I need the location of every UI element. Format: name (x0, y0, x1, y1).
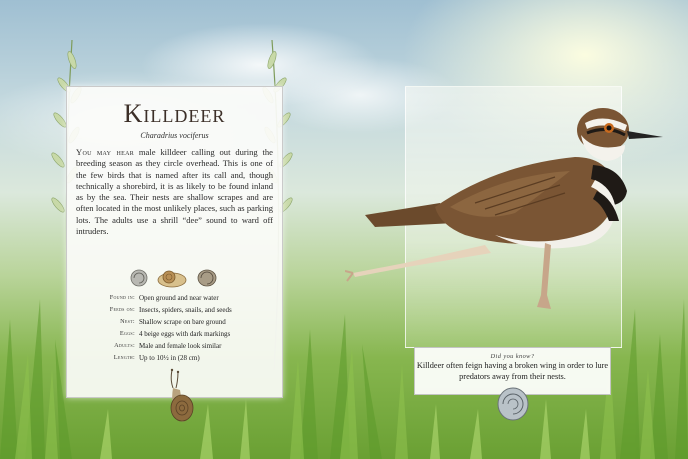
fact-row (75, 292, 280, 304)
fact-label: Eggs: (119, 330, 135, 337)
scientific-name: Charadrius vociferus (140, 131, 209, 140)
info-panel (66, 86, 283, 398)
fact-label: Length: (113, 354, 135, 361)
fact-list (75, 292, 280, 364)
killdeer-bird-illustration (345, 95, 680, 320)
intro-paragraph (76, 147, 273, 237)
fact-value: Insects, spiders, snails, and seeds (139, 306, 232, 314)
fact-row (75, 340, 280, 352)
fact-row (75, 316, 280, 328)
fact-row (75, 304, 280, 316)
fact-value: Up to 10½ in (28 cm) (139, 354, 200, 362)
did-you-know-text: Killdeer often feign having a broken wing in order to lure predators away from their nests. (416, 361, 609, 381)
fact-label: Adults: (114, 342, 135, 349)
fact-label: Nest: (120, 318, 135, 325)
shell-icon (131, 270, 147, 286)
page-title: Killdeer (123, 99, 226, 128)
shell-icon (496, 386, 530, 422)
fact-value: Male and female look similar (139, 342, 222, 350)
fact-value: 4 beige eggs with dark markings (139, 330, 231, 338)
intro-lead: You may hear (76, 147, 134, 157)
fact-row (75, 328, 280, 340)
snail-icon (160, 366, 196, 424)
fact-row (75, 352, 280, 364)
snail-shell-icon (158, 271, 186, 287)
shell-icon (198, 270, 216, 286)
fact-value: Shallow scrape on bare ground (139, 318, 226, 326)
shells-illustration (125, 267, 225, 289)
intro-body: male killdeer calling out during the breeding season as they circle overhead. This is one of the few birds that is named after its call and, though technically a shorebird, it is as likely to be found inland as by the sea. Their nests are shallow scrapes and are often located in the most unlikely places, such as parking lots. The adults use a shrill “dee” sound to ward off intruders. (76, 147, 273, 237)
did-you-know-heading: Did you know? (490, 353, 535, 360)
fact-value: Open ground and near water (139, 294, 219, 302)
fact-label: Found in: (109, 294, 135, 301)
fact-label: Feeds on: (109, 306, 135, 313)
